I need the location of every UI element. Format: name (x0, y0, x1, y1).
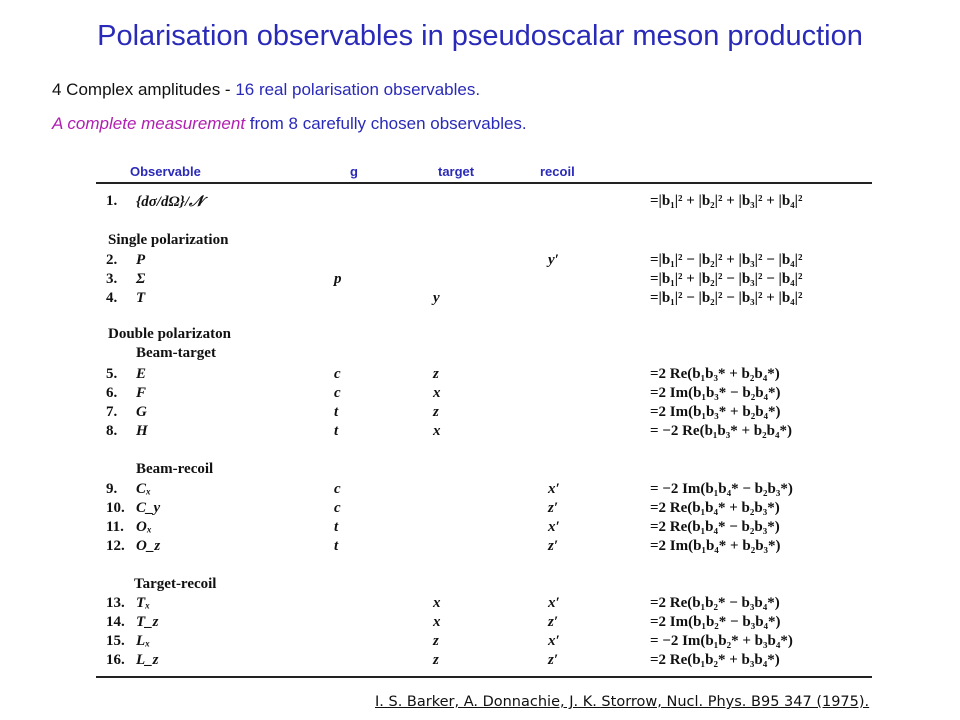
header-observable: Observable (130, 164, 201, 179)
table-top-rule (96, 182, 872, 184)
header-g: g (350, 164, 358, 179)
row-target: x (433, 385, 441, 401)
row-number: 10. (106, 500, 125, 516)
table-row (0, 538, 960, 558)
row-g: t (334, 404, 339, 420)
row-target: z (433, 652, 439, 668)
row-symbol: E (136, 366, 147, 382)
row-symbol: Σ (136, 271, 146, 287)
row-target: x (433, 595, 441, 611)
intro-line-1-prefix: 4 Complex amplitudes - (52, 80, 236, 99)
row-symbol: H (136, 423, 148, 439)
intro-line-2-emphasis: A complete measurement (52, 114, 246, 133)
row-equation: =2 Re(b₁b₂* − b₃b₄*) (650, 595, 780, 611)
row-recoil: y′ (548, 252, 559, 268)
row-number: 3. (106, 271, 118, 287)
row-g: t (334, 423, 339, 439)
row-number: 8. (106, 423, 118, 439)
row-equation: =|b₁|² + |b₂|² − |b₃|² − |b₄|² (650, 271, 803, 287)
row-number: 7. (106, 404, 118, 420)
section-beam-target: Beam-target (136, 345, 216, 361)
row-symbol: C_y (136, 500, 161, 516)
row-symbol: T_z (136, 614, 159, 630)
table-row (0, 519, 960, 539)
table-row (0, 481, 960, 501)
row-equation: =2 Im(b₁b₂* − b₃b₄*) (650, 614, 781, 630)
row-symbol: L_z (136, 652, 159, 668)
row-number: 15. (106, 633, 125, 649)
section-beam-recoil: Beam-recoil (136, 461, 214, 477)
header-target: target (438, 164, 475, 179)
row-symbol: F (136, 385, 147, 401)
table-row (0, 500, 960, 520)
row-symbol: Cₓ (136, 481, 152, 497)
row-equation: = −2 Re(b₁b₃* + b₂b₄*) (650, 423, 792, 439)
row-recoil: z′ (548, 614, 559, 630)
table-row (0, 193, 960, 213)
intro-line-1 (52, 80, 480, 100)
row-target: x (433, 614, 441, 630)
row-recoil: x′ (548, 595, 560, 611)
row-symbol: P (136, 252, 146, 268)
row-equation: = −2 Im(b₁b₄* − b₂b₃*) (650, 481, 793, 497)
row-g: p (334, 271, 342, 287)
section-single-polarization: Single polarization (108, 232, 229, 248)
table-row (0, 271, 960, 291)
row-g: c (334, 500, 341, 516)
row-symbol: Lₓ (136, 633, 151, 649)
row-recoil: z′ (548, 538, 559, 554)
row-target: z (433, 633, 439, 649)
row-equation: =2 Im(b₁b₃* + b₂b₄*) (650, 404, 781, 420)
table-row (0, 633, 960, 653)
row-recoil: x′ (548, 519, 560, 535)
table-row (0, 614, 960, 634)
row-number: 16. (106, 652, 125, 668)
row-symbol: {dσ/dΩ}/𝒩 (136, 194, 204, 210)
intro-line-2 (52, 114, 527, 134)
row-recoil: z′ (548, 652, 559, 668)
row-equation: =2 Re(b₁b₄* − b₂b₃*) (650, 519, 780, 535)
table-row (0, 595, 960, 615)
intro-line-2-rest: from 8 carefully chosen observables. (245, 114, 527, 133)
row-target: y (433, 290, 440, 306)
row-target: x (433, 423, 441, 439)
row-equation: =2 Im(b₁b₄* + b₂b₃*) (650, 538, 781, 554)
row-symbol: Tₓ (136, 595, 151, 611)
row-recoil: x′ (548, 633, 560, 649)
row-number: 1. (106, 193, 118, 209)
row-symbol: Oₓ (136, 519, 152, 535)
row-equation: =|b₁|² − |b₂|² − |b₃|² + |b₄|² (650, 290, 803, 306)
row-number: 6. (106, 385, 118, 401)
table-row (0, 385, 960, 405)
row-symbol: T (136, 290, 146, 306)
row-g: t (334, 519, 339, 535)
row-recoil: x′ (548, 481, 560, 497)
table-row (0, 423, 960, 443)
row-number: 13. (106, 595, 125, 611)
row-equation: =|b₁|² + |b₂|² + |b₃|² + |b₄|² (650, 193, 803, 209)
row-target: z (433, 404, 439, 420)
row-number: 5. (106, 366, 118, 382)
table-row (0, 366, 960, 386)
row-g: c (334, 385, 341, 401)
intro-line-1-highlight: 16 real polarisation observables. (235, 80, 481, 99)
table-row (0, 652, 960, 672)
row-equation: =2 Im(b₁b₃* − b₂b₄*) (650, 385, 781, 401)
row-number: 2. (106, 252, 118, 268)
row-g: t (334, 538, 339, 554)
table-bottom-rule (96, 676, 872, 678)
row-g: c (334, 366, 341, 382)
slide-title: Polarisation observables in pseudoscalar meson production (97, 20, 863, 52)
section-double-polarization: Double polarizaton (108, 326, 231, 342)
row-number: 9. (106, 481, 118, 497)
row-number: 4. (106, 290, 118, 306)
header-recoil: recoil (540, 164, 575, 179)
row-equation: =2 Re(b₁b₂* + b₃b₄*) (650, 652, 780, 668)
row-equation: = −2 Im(b₁b₂* + b₃b₄*) (650, 633, 793, 649)
row-equation: =|b₁|² − |b₂|² + |b₃|² − |b₄|² (650, 252, 803, 268)
table-row (0, 290, 960, 310)
row-symbol: G (136, 404, 147, 420)
row-target: z (433, 366, 439, 382)
row-recoil: z′ (548, 500, 559, 516)
citation: I. S. Barker, A. Donnachie, J. K. Storrow, Nucl. Phys. B95 347 (1975). (375, 694, 870, 710)
row-equation: =2 Re(b₁b₄* + b₂b₃*) (650, 500, 780, 516)
table-row (0, 404, 960, 424)
row-g: c (334, 481, 341, 497)
row-number: 11. (106, 519, 124, 535)
row-number: 12. (106, 538, 125, 554)
row-number: 14. (106, 614, 125, 630)
row-equation: =2 Re(b₁b₃* + b₂b₄*) (650, 366, 780, 382)
table-row (0, 252, 960, 272)
section-target-recoil: Target-recoil (134, 576, 217, 592)
row-symbol: O_z (136, 538, 161, 554)
